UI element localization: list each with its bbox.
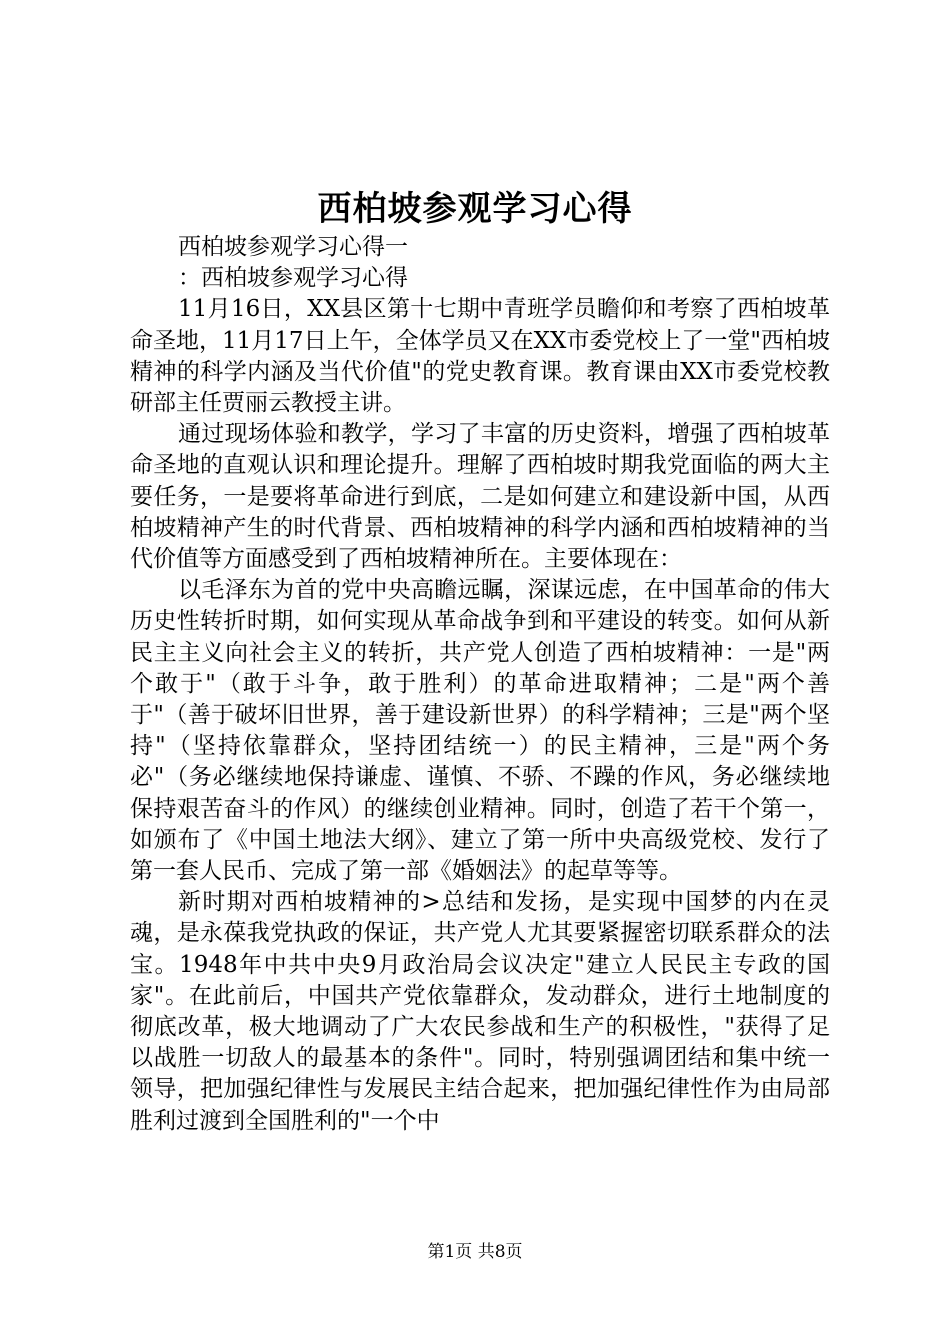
paragraph: 通过现场体验和教学，学习了丰富的历史资料，增强了西柏坡革命圣地的直观认识和理论提升。理解了西柏坡时期我党面临的两大主要任务，一是要将革命进行到底，二是如何建立和建设新中国，从西柏坡精神产生的时代背景、西柏坡精神的科学内涵和西柏坡精神的当代价值等方面感受到了西柏坡精神所在。主要体现在： <box>130 421 830 573</box>
page-footer: 第1页 共8页 <box>427 1242 523 1262</box>
paragraph: 以毛泽东为首的党中央高瞻远瞩，深谋远虑，在中国革命的伟大历史性转折时期，如何实现从革命战争到和平建设的转变。如何从新民主主义向社会主义的转折，共产党人创造了西柏坡精神：一是"两个敢于"（敢于斗争，敢于胜利）的革命进取精神；二是"两个善于"（善于破坏旧世界，善于建设新世界）的科学精神；三是"两个坚持"（坚持依靠群众，坚持团结统一）的民主精神，三是"两个务必"（务必继续地保持谦虚、谨慎、不骄、不躁的作风，务必继续地保持艰苦奋斗的作风）的继续创业精神。同时，创造了若干个第一，如颁布了《中国土地法大纲》、建立了第一所中央高级党校、发行了第一套人民币、完成了第一部《婚姻法》的起草等等。 <box>130 577 830 885</box>
paragraph: 新时期对西柏坡精神的>总结和发扬，是实现中国梦的内在灵魂，是永葆我党执政的保证，共产党人尤其要紧握密切联系群众的法宝。1948年中共中央9月政治局会议决定"建立人民民主专政的国家"。在此前后，中国共产党依靠群众，发动群众，进行土地制度的彻底改革，极大地调动了广大农民参战和生产的积极性，"获得了足以战胜一切敌人的最基本的条件"。同时，特别强调团结和集中统一领导，把加强纪律性与发展民主结合起来，把加强纪律性作为由局部胜利过渡到全国胜利的"一个中 <box>130 889 830 1134</box>
paragraph: 11月16日，XX县区第十七期中青班学员瞻仰和考察了西柏坡革命圣地，11月17日上午，全体学员又在XX市委党校上了一堂"西柏坡精神的科学内涵及当代价值"的党史教育课。教育课由XX市委党校教研部主任贾丽云教授主讲。 <box>130 296 830 417</box>
document-title: 西柏坡参观学习心得 <box>317 189 633 229</box>
document-body <box>130 232 830 1137</box>
paragraph-subtitle-1: 西柏坡参观学习心得一 <box>178 234 408 260</box>
paragraph-subtitle-2: ：西柏坡参观学习心得 <box>178 265 408 292</box>
